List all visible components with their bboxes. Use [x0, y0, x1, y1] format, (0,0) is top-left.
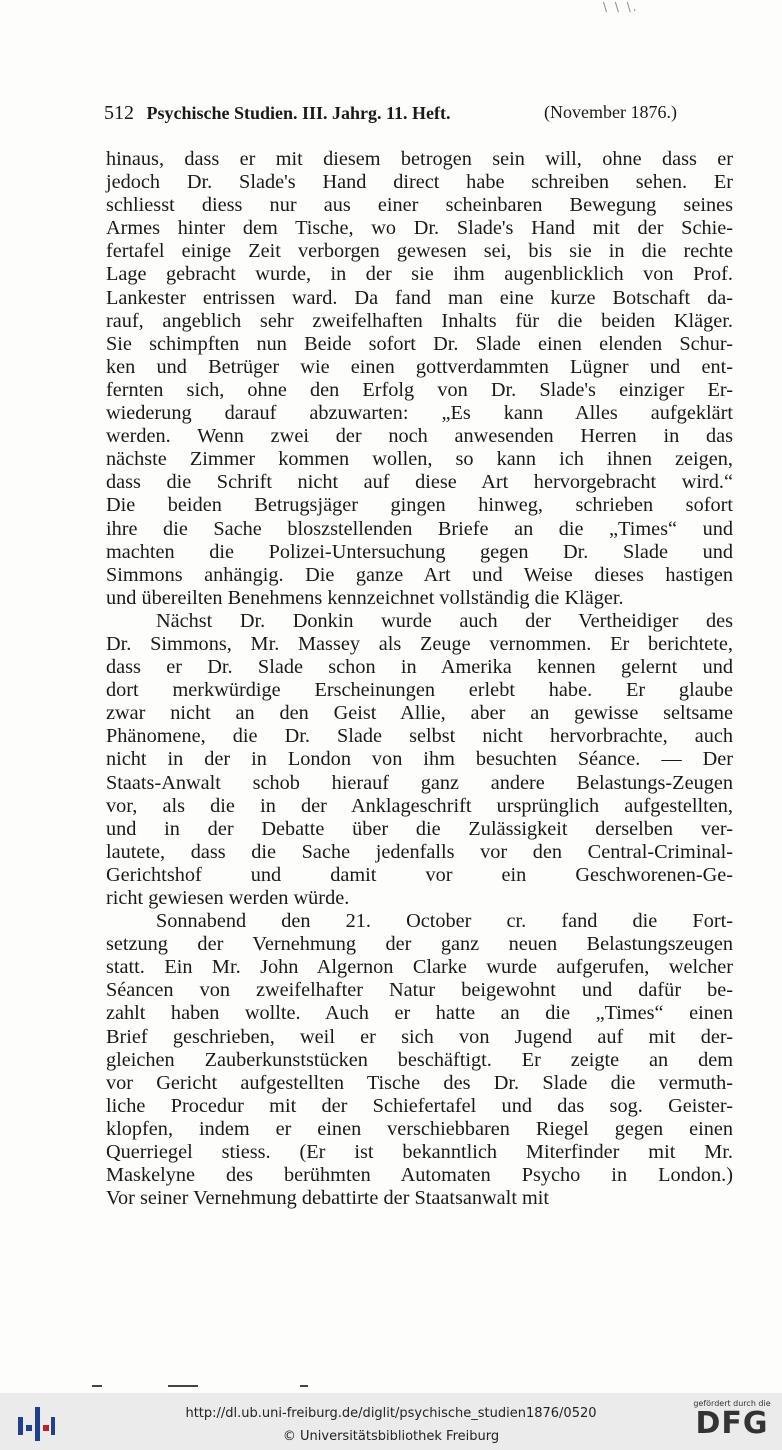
text-line: Simmons anhängig. Die ganze Art und Weise dieses hastigen — [106, 563, 733, 586]
running-head — [104, 102, 704, 125]
text-line: gleichen Zauberkunststücken beschäftigt. Er zeigte an dem — [106, 1048, 733, 1071]
issue-date: (November 1876.) — [544, 102, 677, 122]
viewer-footer — [0, 1393, 782, 1450]
text-line: liche Procedur mit der Schiefertafel und das sog. Geister- — [106, 1094, 733, 1117]
text-line: fernten sich, ohne den Erfolg von Dr. Slade's einziger Er- — [106, 378, 733, 401]
scan-artifact — [92, 1385, 102, 1387]
text-line: Sonnabend den 21. October cr. fand die Fort- — [156, 910, 733, 933]
text-line: und übereilten Benehmens kennzeichnet vollständig die Kläger. — [106, 586, 624, 609]
text-line: Lage gebracht wurde, in der sie ihm augenblicklich von Prof. — [106, 263, 733, 286]
text-line: und in der Debatte über die Zulässigkeit derselben ver- — [106, 817, 733, 840]
text-line: schliesst diess nur aus einer scheinbaren Bewegung seines — [106, 194, 733, 217]
body-text — [106, 148, 733, 1210]
text-line: machten die Polizei-Untersuchung gegen Dr. Slade und — [106, 540, 733, 563]
text-line: Dr. Simmons, Mr. Massey als Zeuge vernommen. Er berichtete, — [106, 632, 733, 655]
text-line: zahlt haben wollte. Auch er hatte an die „Times“ einen — [106, 1002, 733, 1025]
copyright-notice: © Universitätsbibliothek Freiburg — [282, 1429, 500, 1444]
dfg-logo-text: DFG — [695, 1406, 769, 1441]
text-line: Vor seiner Vernehmung debattirte der Staatsanwalt mit — [106, 1187, 550, 1210]
text-line: Phänomene, die Dr. Slade selbst nicht hervorbrachte, auch — [106, 725, 733, 748]
permalink-url[interactable]: http://dl.ub.uni-freiburg.de/diglit/psychische_studien1876/0520 — [185, 1406, 597, 1421]
text-line: wiederung darauf abzuwarten: „Es kann Alles aufgeklärt — [106, 402, 733, 425]
text-line: dass er Dr. Slade schon in Amerika kennen gelernt und — [106, 656, 733, 679]
text-line: vor, als die in der Anklageschrift ursprünglich aufgestellten, — [106, 794, 733, 817]
text-line: werden. Wenn zwei der noch anwesenden Herren in das — [106, 425, 733, 448]
text-line: Sie schimpften nun Beide sofort Dr. Slade einen elenden Schur- — [106, 332, 733, 355]
journal-title: Psychische Studien. III. Jahrg. 11. Heft. — [146, 103, 451, 123]
text-line: ken und Betrüger wie einen gottverdammten Lügner und ent- — [106, 355, 733, 378]
text-line: dort merkwürdige Erscheinungen erlebt habe. Er glaube — [106, 679, 733, 702]
text-line: zwar nicht an den Geist Allie, aber an gewisse seltsame — [106, 702, 733, 725]
text-line: nicht in der in London von ihm besuchten Séance. — Der — [106, 748, 733, 771]
text-line: Lankester entrissen ward. Da fand man eine kurze Botschaft da- — [106, 286, 733, 309]
text-line: Armes hinter dem Tische, wo Dr. Slade's Hand mit der Schie- — [106, 217, 733, 240]
scan-artifact — [168, 1385, 198, 1387]
text-line: Maskelyne des berühmten Automaten Psycho in London.) — [106, 1164, 733, 1187]
text-line: Brief geschrieben, weil er sich von Jugend auf mit der- — [106, 1025, 733, 1048]
text-line: Gerichtshof und damit vor ein Geschworenen-Ge- — [106, 863, 733, 886]
scan-artifact — [300, 1385, 308, 1387]
text-line: hinaus, dass er mit diesem betrogen sein will, ohne dass er — [106, 148, 733, 170]
text-line: nächste Zimmer kommen wollen, so kann ich ihnen zeigen, — [106, 448, 733, 471]
text-line: richt gewiesen werden würde. — [106, 887, 350, 909]
text-line: statt. Ein Mr. John Algernon Clarke wurde aufgerufen, welcher — [106, 956, 733, 979]
text-line: lautete, dass die Sache jedenfalls vor den Central-Criminal- — [106, 840, 733, 863]
text-line: klopfen, indem er einen verschiebbaren Riegel gegen einen — [106, 1117, 733, 1140]
text-line: jedoch Dr. Slade's Hand direct habe schreiben sehen. Er — [106, 171, 733, 194]
text-line: Staats-Anwalt schob hierauf ganz andere Belastungs-Zeugen — [106, 771, 733, 794]
text-line: ihre die Sache bloszstellenden Briefe an die „Times“ und — [106, 517, 733, 540]
text-line: setzung der Vernehmung der ganz neuen Belastungszeugen — [106, 933, 733, 956]
dfg-logo — [692, 1399, 772, 1440]
text-line: Séancen von zweifelhafter Natur beigewohnt und dafür be- — [106, 979, 733, 1002]
text-line: dass die Schrift nicht auf diese Art hervorgebracht wird.“ — [106, 471, 733, 494]
text-line: Querriegel stiess. (Er ist bekanntlich Miterfinder mit Mr. — [106, 1141, 733, 1164]
page-number: 512 — [104, 102, 134, 124]
text-line: fertafel einige Zeit verborgen gewesen sei, bis sie in die rechte — [106, 240, 733, 263]
text-line: Nächst Dr. Donkin wurde auch der Vertheidiger des — [156, 609, 733, 632]
dfg-funding-text: gefördert durch die — [693, 1399, 771, 1408]
text-line: vor Gericht aufgestellten Tische des Dr. Slade die vermuth- — [106, 1071, 733, 1094]
scan-corner-mark: \ \ \. — [603, 0, 639, 14]
text-line: Die beiden Betrugsjäger gingen hinweg, schrieben sofort — [106, 494, 733, 517]
text-line: rauf, angeblich sehr zweifelhaften Inhalts für die beiden Kläger. — [106, 309, 733, 332]
